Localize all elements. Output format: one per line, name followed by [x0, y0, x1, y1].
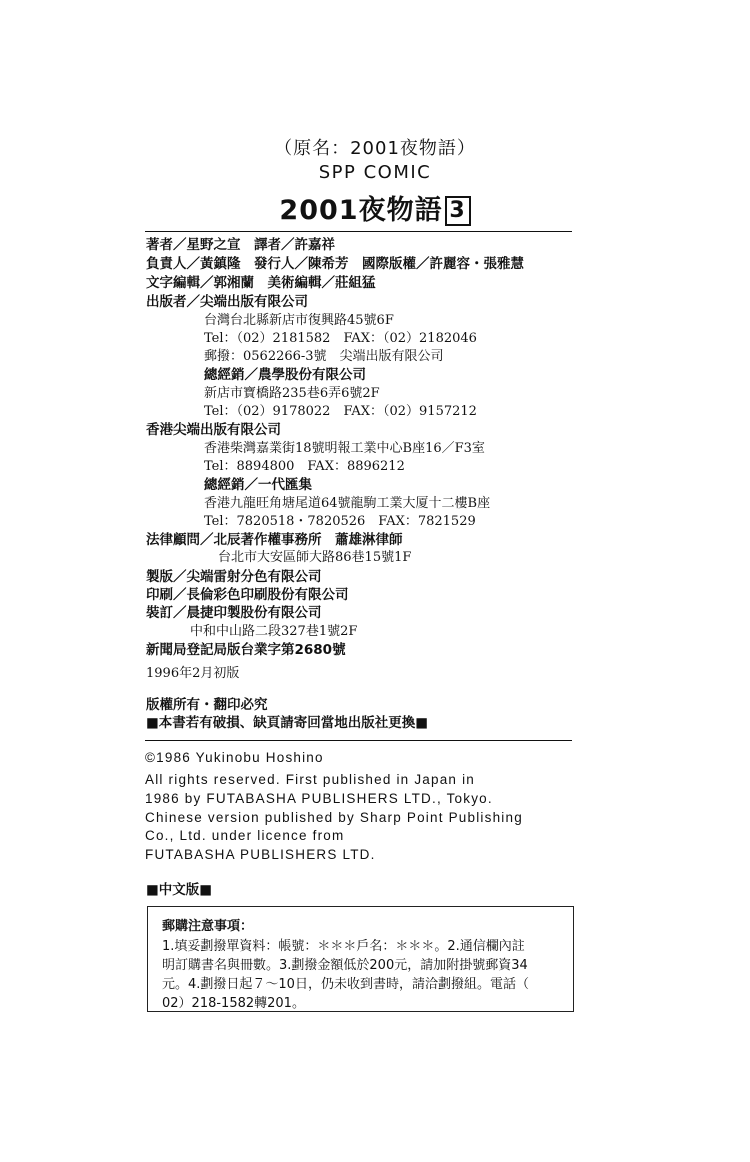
edition-date: 1996年2月初版: [146, 666, 240, 681]
mail-order-line: 明訂購書名與冊數。3.劃撥金額低於200元，請加附掛號郵資34: [162, 958, 528, 973]
mail-order-heading: 郵購注意事項：: [162, 919, 254, 934]
hk-distributor-tel: Tel：7820518・7820526 FAX：7821529: [204, 514, 476, 529]
volume-number: 3: [445, 196, 471, 226]
print-line: 印刷／長倫彩色印刷股份有限公司: [146, 587, 349, 603]
hk-tel: Tel：8894800 FAX：8896212: [204, 459, 405, 474]
publisher-line: 出版者／尖端出版有限公司: [146, 294, 308, 310]
original-title: （原名：2001夜物語）: [274, 138, 476, 159]
title-text: 2001夜物語: [279, 195, 443, 226]
hk-address: 香港柴灣嘉業街18號明報工業中心B座16／F3室: [204, 441, 485, 456]
license-line: 新聞局登記局版台業字第2680號: [146, 642, 346, 658]
mail-order-notice-box: [147, 906, 574, 1012]
copyright-line: FUTABASHA PUBLISHERS LTD.: [145, 847, 376, 862]
hk-distributor-address: 香港九龍旺角塘尾道64號龍駒工業大厦十二樓B座: [204, 496, 491, 511]
editor-line: 文字編輯／郭湘蘭 美術編輯／莊組猛: [146, 275, 376, 291]
publisher-address: 台灣台北縣新店市復興路45號6F: [204, 313, 394, 328]
hk-distributor-line: 總經銷／一代匯集: [204, 477, 312, 493]
distributor-line: 總經銷／農學股份有限公司: [204, 367, 366, 383]
chinese-edition-label: ■中文版■: [146, 882, 213, 898]
legal-line: 法律顧問／北辰著作權事務所 蕭雄淋律師: [146, 532, 403, 548]
copyright-line: 1986 by FUTABASHA PUBLISHERS LTD., Tokyo.: [145, 791, 493, 806]
hk-publisher-line: 香港尖端出版有限公司: [146, 422, 281, 438]
mail-order-line: 1.填妥劃撥單資料：帳號：＊＊＊戶名：＊＊＊。2.通信欄內註: [162, 939, 525, 954]
copyright-line: Chinese version published by Sharp Point Publishing: [145, 810, 523, 825]
return-notice: ■本書若有破損、缺頁請寄回當地出版社更換■: [146, 715, 429, 731]
copyright-line: Co., Ltd. under licence from: [145, 828, 345, 843]
binding-line: 裝訂／晨捷印製股份有限公司: [146, 605, 322, 621]
publisher-tel: Tel：（02）2181582 FAX：（02）2182046: [204, 331, 477, 346]
copyright-line: All rights reserved. First published in Japan in: [145, 772, 475, 787]
responsible-line: 負責人／黃鎮隆 發行人／陳希芳 國際版權／許麗容・張雅慧: [146, 256, 524, 272]
plate-line: 製版／尖端雷射分色有限公司: [146, 569, 322, 585]
all-rights-reserved: 版權所有・翻印必究: [146, 697, 268, 713]
copyright-line: ©1986 Yukinobu Hoshino: [145, 750, 324, 765]
top-rule: [145, 231, 572, 232]
binding-address: 中和中山路二段327巷1號2F: [190, 624, 358, 639]
legal-address: 台北市大安區師大路86巷15號1F: [218, 550, 412, 565]
author-line: 著者／星野之宣 譯者／許嘉祥: [146, 237, 335, 253]
distributor-address: 新店市寶橋路235巷6弄6號2F: [204, 386, 380, 401]
series-label: SPP COMIC: [318, 162, 432, 183]
publisher-postal: 郵撥：0562266-3號 尖端出版有限公司: [204, 349, 444, 364]
mail-order-line: 元。4.劃撥日起７～10日，仍未收到書時，請洽劃撥組。電話（: [162, 977, 529, 992]
book-title: [0, 188, 750, 227]
middle-rule: [145, 740, 572, 741]
mail-order-line: 02）218-1582轉201。: [162, 996, 305, 1011]
distributor-tel: Tel：（02）9178022 FAX：（02）9157212: [204, 404, 477, 419]
